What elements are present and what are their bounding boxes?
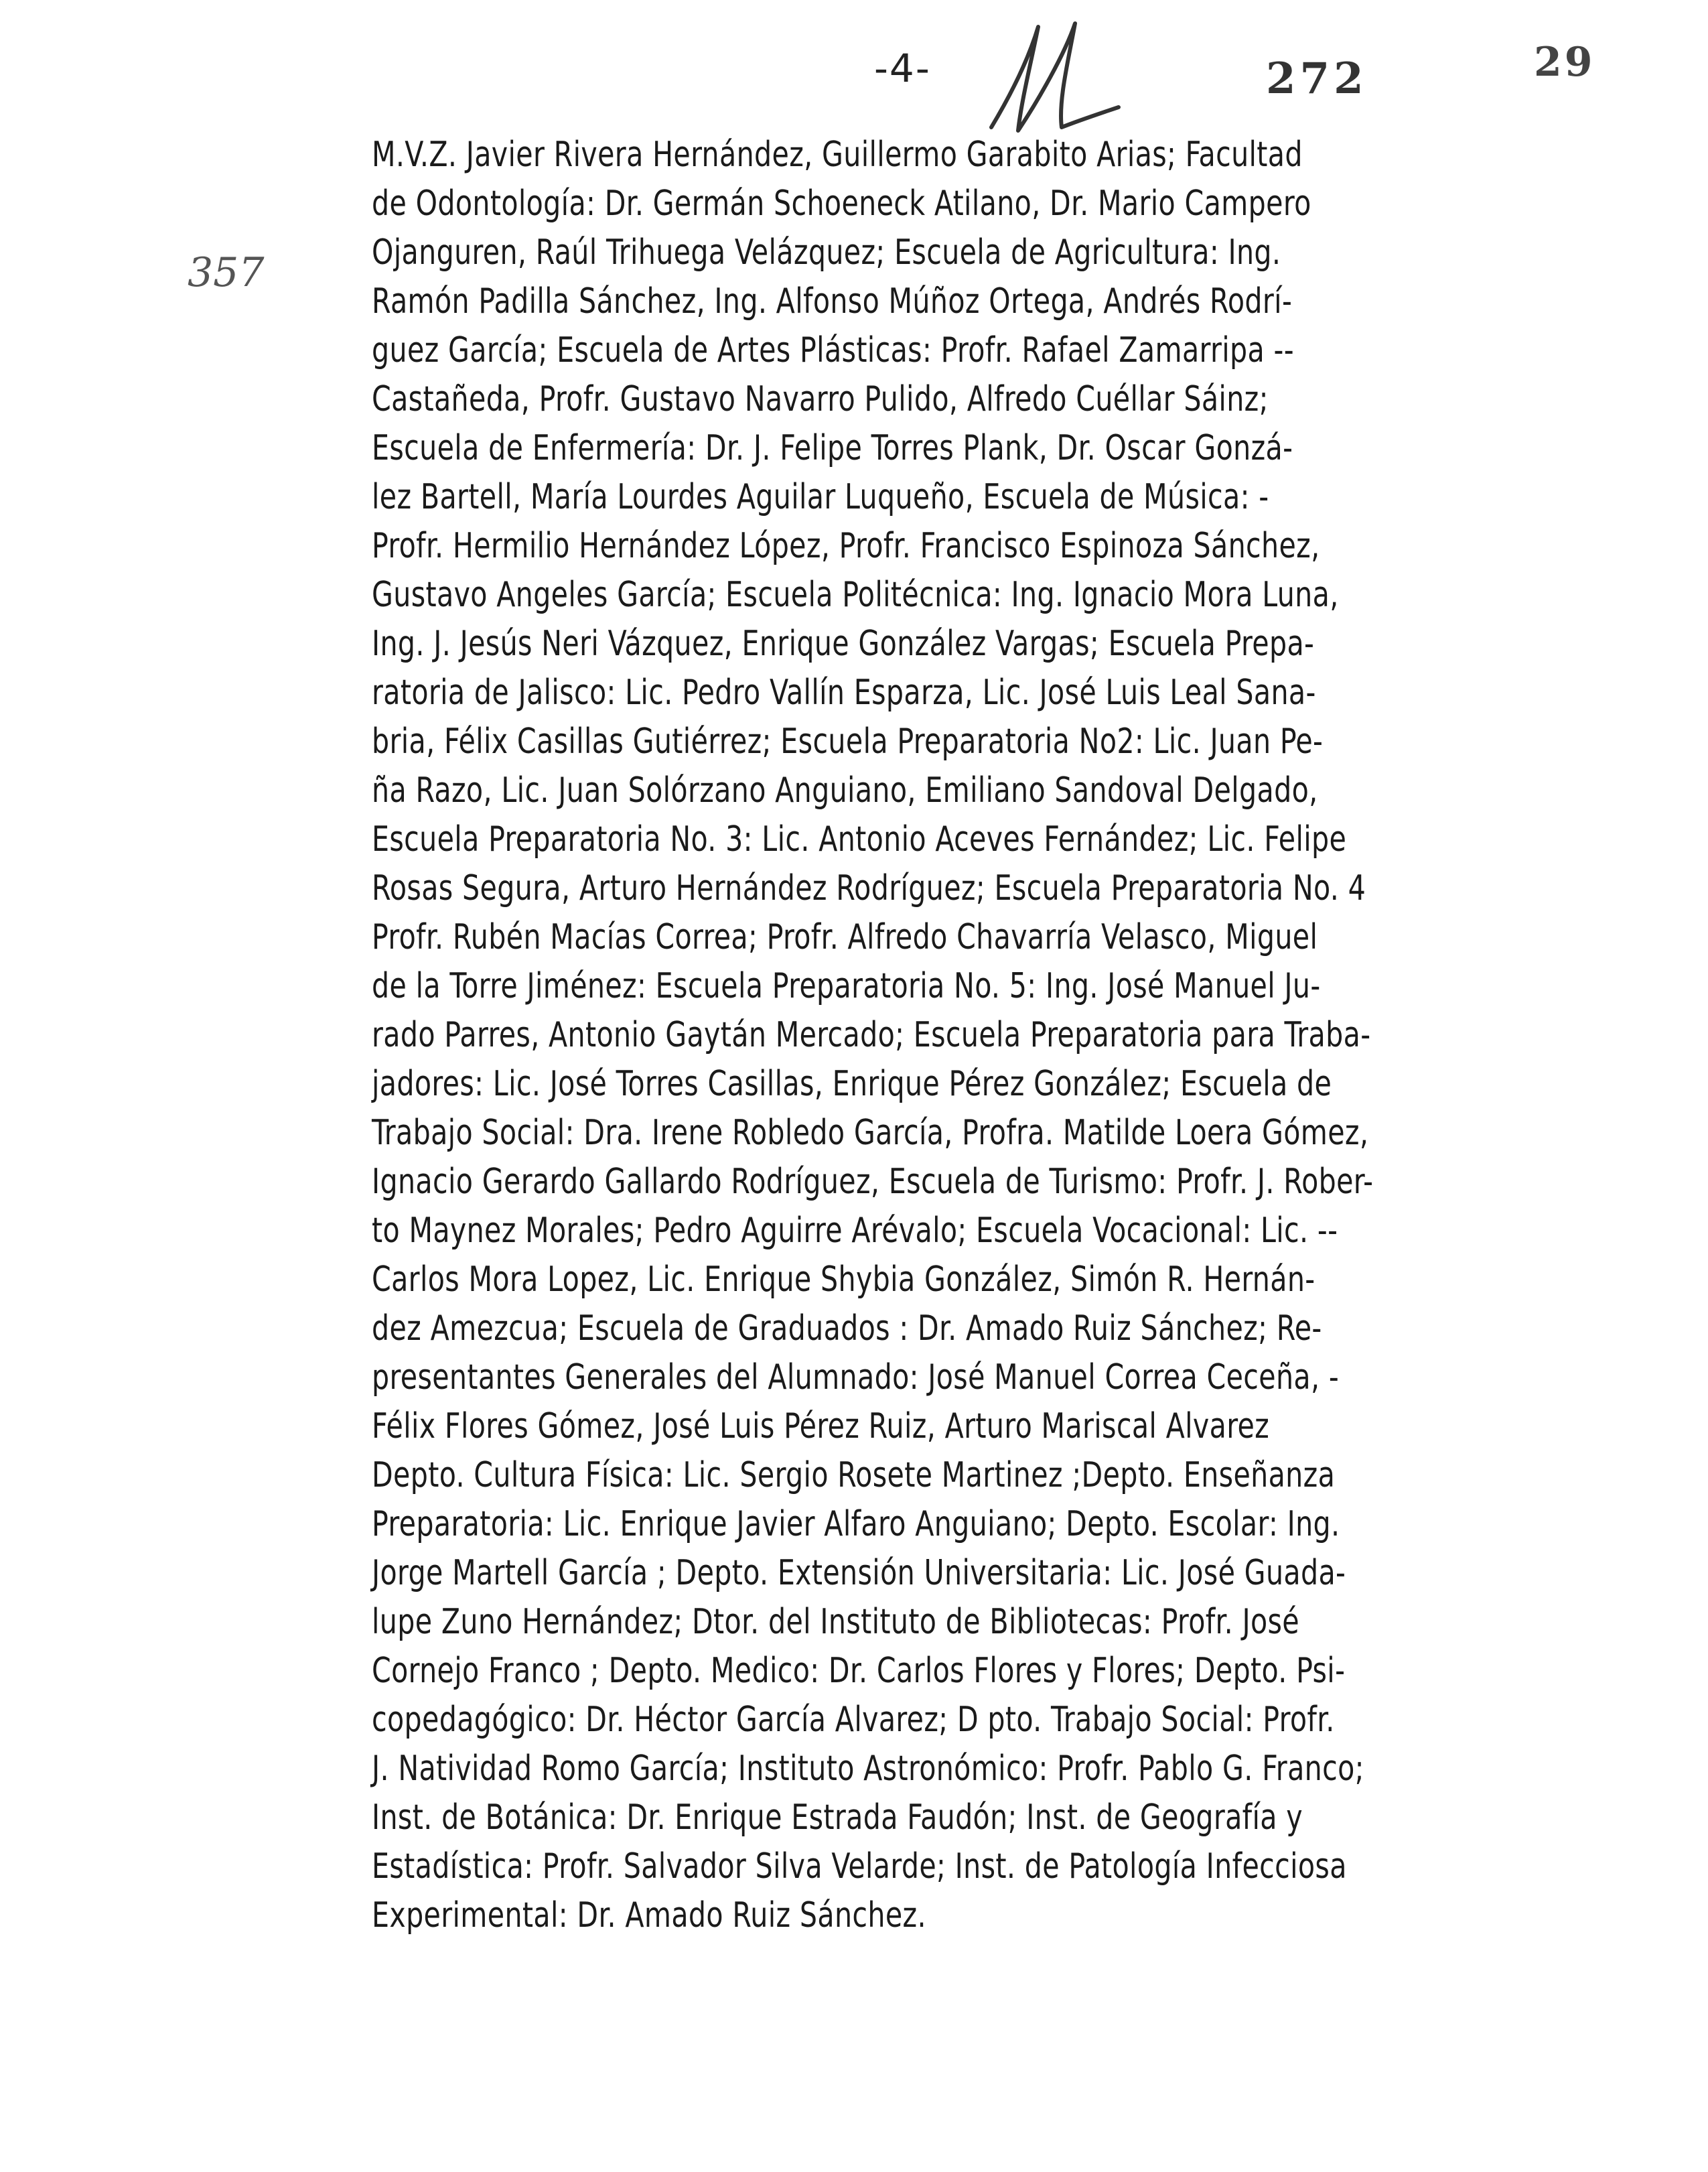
text-line: to Maynez Morales; Pedro Aguirre Arévalo; Escuela Vocacional: Lic. -- bbox=[372, 1211, 1338, 1251]
text-line: ratoria de Jalisco: Lic. Pedro Vallín Esparza, Lic. José Luis Leal Sana- bbox=[372, 673, 1316, 713]
text-line: guez García; Escuela de Artes Plásticas: Profr. Rafael Zamarripa -- bbox=[372, 330, 1294, 370]
text-line: Profr. Rubén Macías Correa; Profr. Alfredo Chavarría Velasco, Miguel bbox=[372, 917, 1318, 957]
text-line: Experimental: Dr. Amado Ruiz Sánchez. bbox=[372, 1895, 926, 1936]
text-line: Jorge Martell García ; Depto. Extensión Universitaria: Lic. José Guada- bbox=[372, 1553, 1346, 1593]
text-line: bria, Félix Casillas Gutiérrez; Escuela Preparatoria No2: Lic. Juan Pe- bbox=[372, 722, 1324, 762]
text-line: Ing. J. Jesús Neri Vázquez, Enrique González Vargas; Escuela Prepa- bbox=[372, 624, 1315, 664]
folio-number: 29 bbox=[1534, 39, 1595, 86]
page-number: -4- bbox=[874, 46, 931, 91]
text-line: Ojanguren, Raúl Trihuega Velázquez; Escuela de Agricultura: Ing. bbox=[372, 232, 1281, 273]
text-line: Félix Flores Gómez, José Luis Pérez Ruiz, Arturo Mariscal Alvarez bbox=[372, 1406, 1270, 1446]
text-line: jadores: Lic. José Torres Casillas, Enrique Pérez González; Escuela de bbox=[372, 1064, 1332, 1104]
text-line: ña Razo, Lic. Juan Solórzano Anguiano, Emiliano Sandoval Delgado, bbox=[372, 770, 1318, 811]
text-line: dez Amezcua; Escuela de Graduados : Dr. Amado Ruiz Sánchez; Re- bbox=[372, 1308, 1322, 1349]
text-line: lez Bartell, María Lourdes Aguilar Luqueño, Escuela de Música: - bbox=[372, 477, 1269, 517]
text-line: de Odontología: Dr. Germán Schoeneck Atilano, Dr. Mario Campero bbox=[372, 184, 1311, 224]
text-line: Trabajo Social: Dra. Irene Robledo García, Profra. Matilde Loera Gómez, bbox=[372, 1113, 1369, 1153]
text-line: Ramón Padilla Sánchez, Ing. Alfonso Múñoz Ortega, Andrés Rodrí- bbox=[372, 281, 1293, 322]
text-line: lupe Zuno Hernández; Dtor. del Instituto de Bibliotecas: Profr. José bbox=[372, 1602, 1299, 1642]
body-text bbox=[372, 131, 1668, 1940]
text-line: Depto. Cultura Física: Lic. Sergio Rosete Martinez ;Depto. Enseñanza bbox=[372, 1455, 1336, 1495]
text-line: Carlos Mora Lopez, Lic. Enrique Shybia González, Simón R. Hernán- bbox=[372, 1260, 1315, 1300]
text-line: rado Parres, Antonio Gaytán Mercado; Escuela Preparatoria para Traba- bbox=[372, 1015, 1371, 1055]
text-line: Preparatoria: Lic. Enrique Javier Alfaro Anguiano; Depto. Escolar: Ing. bbox=[372, 1504, 1340, 1544]
text-line: Escuela de Enfermería: Dr. J. Felipe Torres Plank, Dr. Oscar Gonzá- bbox=[372, 428, 1293, 468]
text-line: presentantes Generales del Alumnado: José Manuel Correa Ceceña, - bbox=[372, 1357, 1340, 1398]
text-line: M.V.Z. Javier Rivera Hernández, Guillermo Garabito Arias; Facultad bbox=[372, 135, 1303, 175]
text-line: J. Natividad Romo García; Instituto Astronómico: Profr. Pablo G. Franco; bbox=[372, 1749, 1364, 1789]
text-line: Profr. Hermilio Hernández López, Profr. Francisco Espinoza Sánchez, bbox=[372, 526, 1320, 566]
text-line: Escuela Preparatoria No. 3: Lic. Antonio Aceves Fernández; Lic. Felipe bbox=[372, 819, 1347, 860]
text-line: copedagógico: Dr. Héctor García Alvarez; D pto. Trabajo Social: Profr. bbox=[372, 1700, 1335, 1740]
text-line: Rosas Segura, Arturo Hernández Rodríguez; Escuela Preparatoria No. 4 bbox=[372, 868, 1366, 908]
text-line: Gustavo Angeles García; Escuela Politécnica: Ing. Ignacio Mora Luna, bbox=[372, 575, 1339, 615]
text-line: Cornejo Franco ; Depto. Medico: Dr. Carlos Flores y Flores; Depto. Psi- bbox=[372, 1651, 1346, 1691]
margin-handwritten-number: 357 bbox=[188, 249, 265, 296]
handwritten-initials bbox=[965, 13, 1165, 147]
text-line: Ignacio Gerardo Gallardo Rodríguez, Escuela de Turismo: Profr. J. Rober- bbox=[372, 1162, 1374, 1202]
text-line: Estadística: Profr. Salvador Silva Velarde; Inst. de Patología Infecciosa bbox=[372, 1846, 1347, 1887]
text-line: de la Torre Jiménez: Escuela Preparatoria No. 5: Ing. José Manuel Ju- bbox=[372, 966, 1321, 1006]
stamp-number: 272 bbox=[1266, 54, 1368, 104]
text-line: Inst. de Botánica: Dr. Enrique Estrada Faudón; Inst. de Geografía y bbox=[372, 1797, 1303, 1838]
text-line: Castañeda, Profr. Gustavo Navarro Pulido, Alfredo Cuéllar Sáinz; bbox=[372, 379, 1269, 419]
